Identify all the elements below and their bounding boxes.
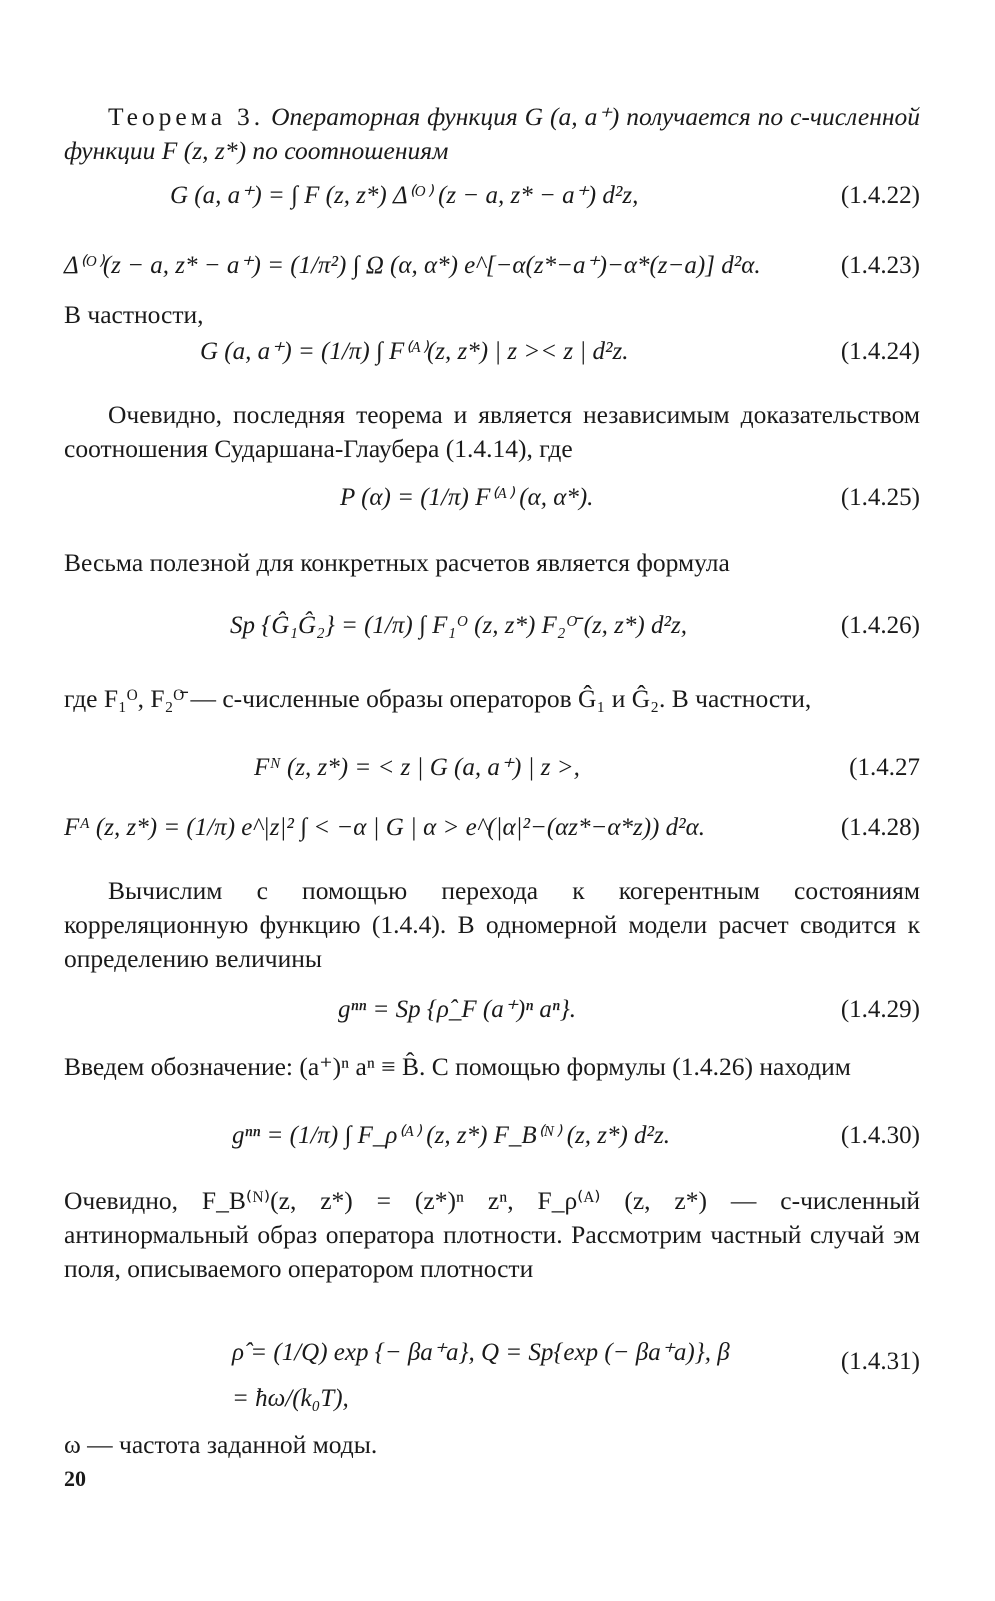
paragraph-after-theorem: Очевидно, последняя теорема и является независимым доказательством соотношения Сударшана-Глаубера (1.4.14), где bbox=[64, 400, 920, 463]
equation-formula: ρ̂ = (1/Q) exp {− βa⁺a}, Q = Sp{exp (− βa⁺a)}, β = ħω/(k₀T), bbox=[232, 1339, 730, 1412]
page-number: 20 bbox=[64, 1466, 86, 1491]
equation-number: (1.4.25) bbox=[840, 484, 920, 511]
equation-formula: Sp {Ĝ₁Ĝ₂} = (1/π) ∫ F₁ᴼ (z, z*) F₂ᴼ̄ (z, z*) d²z, bbox=[230, 612, 687, 639]
equation-number: (1.4.27 bbox=[849, 754, 920, 781]
equation-number: (1.4.22) bbox=[840, 182, 920, 209]
equation-number: (1.4.31) bbox=[840, 1348, 920, 1375]
paragraph-omega: ω — частота заданной моды. bbox=[64, 1430, 378, 1459]
equation-number: (1.4.24) bbox=[840, 338, 920, 365]
paragraph-notation: Введем обозначение: (a⁺)ⁿ aⁿ ≡ B̂. С помощью формулы (1.4.26) находим bbox=[64, 1052, 851, 1081]
equation-formula: G (a, a⁺) = (1/π) ∫ F⁽ᴬ⁾(z, z*) | z >< z | d²z. bbox=[200, 338, 629, 365]
equation-formula: gⁿⁿ = (1/π) ∫ F_ρ⁽ᴬ⁾ (z, z*) F_B⁽ᴺ⁾ (z, z*) d²z. bbox=[232, 1122, 671, 1149]
paragraph-useful-formula: Весьма полезной для конкретных расчетов является формула bbox=[64, 548, 730, 577]
equation-formula: Fᴬ (z, z*) = (1/π) e^|z|² ∫ < −α | G | α > e^(|α|²−(αz*−α*z)) d²α. bbox=[64, 814, 706, 841]
paragraph-in-particular: В частности, bbox=[64, 300, 204, 329]
paragraph-where-images: где F₁ᴼ, F₂ᴼ̄ — c-численные образы операторов Ĝ₁ и Ĝ₂. В частности, bbox=[64, 684, 812, 713]
equation-formula: Fᴺ (z, z*) = < z | G (a, a⁺) | z >, bbox=[254, 754, 580, 781]
equation-number: (1.4.26) bbox=[840, 612, 920, 639]
theorem-label: Теорема 3. bbox=[108, 102, 265, 131]
paragraph-antinormal: Очевидно, F_B⁽ᴺ⁾(z, z*) = (z*)ⁿ zⁿ, F_ρ⁽ᴬ⁾ (z, z*) — c-численный антинормальный образ оператора плотности. Рассмотрим частный случай эм поля, описываемого оператором плотности bbox=[64, 1186, 920, 1283]
equation-number: (1.4.28) bbox=[840, 814, 920, 841]
equation-formula: gⁿⁿ = Sp {ρ̂_F (a⁺)ⁿ aⁿ}. bbox=[338, 996, 576, 1023]
theorem-statement: Операторная функция G (a, a⁺) получается по c-численной функции F (z, z*) по соотношениям bbox=[64, 102, 920, 165]
paragraph-correlation: Вычислим с помощью перехода к когерентным состояниям корреляционную функцию (1.4.4). В одномерной модели расчет сводится к определению величины bbox=[64, 876, 920, 973]
equation-number: (1.4.23) bbox=[840, 252, 920, 279]
equation-number: (1.4.30) bbox=[840, 1122, 920, 1149]
theorem-paragraph bbox=[64, 100, 920, 168]
equation-number: (1.4.29) bbox=[840, 996, 920, 1023]
equation-formula: P (α) = (1/π) F⁽ᴬ⁾ (α, α*). bbox=[340, 484, 594, 511]
equation-formula: Δ⁽ᴼ⁾(z − a, z* − a⁺) = (1/π²) ∫ Ω (α, α*) e^[−α(z*−a⁺)−α*(z−a)] d²α. bbox=[64, 252, 761, 279]
equation-formula: G (a, a⁺) = ∫ F (z, z*) Δ⁽ᴼ⁾ (z − a, z* − a⁺) d²z, bbox=[170, 182, 639, 209]
